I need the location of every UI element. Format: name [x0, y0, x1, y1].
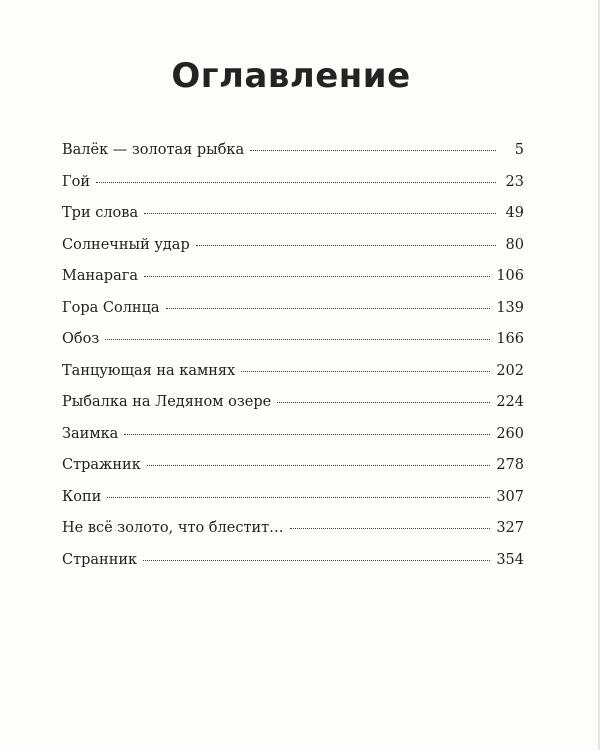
dot-leader	[196, 245, 496, 246]
dot-leader	[105, 339, 490, 340]
toc-entry-title: Заимка	[62, 425, 119, 442]
dot-leader	[143, 560, 490, 561]
toc-page-number: 354	[496, 551, 524, 568]
toc-entry	[62, 140, 524, 172]
toc-entry	[62, 487, 524, 519]
toc-entry-title: Стражник	[62, 457, 141, 473]
dot-leader	[144, 276, 490, 277]
toc-entry	[62, 518, 524, 550]
toc-page-number: 278	[496, 457, 524, 473]
dot-leader	[96, 182, 496, 183]
toc-entry	[62, 172, 524, 204]
toc-entry-title: Манарага	[62, 268, 138, 284]
toc-page-number: 5	[514, 142, 524, 158]
toc-entry-title: Три слова	[62, 205, 139, 221]
toc-page-number: 224	[496, 394, 524, 410]
toc-page-number: 80	[505, 236, 524, 253]
toc-entry-title: Валёк — золотая рыбка	[62, 142, 245, 158]
toc-entry-title: Копи	[62, 488, 102, 505]
dot-leader	[277, 402, 490, 403]
dot-leader	[166, 308, 491, 309]
toc-entry-title: Не всё золото, что блестит…	[62, 520, 284, 536]
toc-page-number: 307	[496, 488, 524, 505]
toc-page-number: 106	[496, 268, 524, 284]
toc-page-number: 139	[496, 299, 524, 316]
toc-page-number: 23	[505, 173, 524, 190]
dot-leader	[241, 371, 490, 372]
toc-entry	[62, 392, 524, 424]
toc-entry	[62, 203, 524, 235]
toc-page-number: 260	[496, 425, 524, 442]
page-title: Оглавление	[171, 56, 411, 96]
toc-page-number: 202	[496, 362, 524, 379]
toc-entry-title: Танцующая на камнях	[62, 362, 236, 379]
dot-leader	[147, 465, 491, 466]
toc-page-number: 166	[496, 331, 524, 347]
toc-entry	[62, 235, 524, 267]
toc-entry	[62, 298, 524, 330]
toc-entry-title: Гора Солнца	[62, 299, 160, 316]
toc-entry	[62, 550, 524, 582]
dot-leader	[290, 528, 491, 529]
toc-entry	[62, 266, 524, 298]
dot-leader	[250, 150, 496, 151]
dot-leader	[124, 434, 490, 435]
dot-leader	[107, 497, 490, 498]
toc-entry	[62, 361, 524, 393]
table-of-contents	[62, 140, 524, 581]
toc-entry-title: Гой	[62, 173, 90, 190]
toc-entry-title: Обоз	[62, 331, 100, 347]
toc-entry-title: Странник	[62, 551, 138, 568]
toc-entry-title: Рыбалка на Ледяном озере	[62, 394, 272, 410]
toc-entry	[62, 424, 524, 456]
toc-page-number: 327	[496, 520, 524, 536]
toc-entry-title: Солнечный удар	[62, 236, 190, 253]
toc-entry	[62, 455, 524, 487]
toc-entry	[62, 329, 524, 361]
toc-page-number: 49	[505, 205, 524, 221]
dot-leader	[144, 213, 496, 214]
